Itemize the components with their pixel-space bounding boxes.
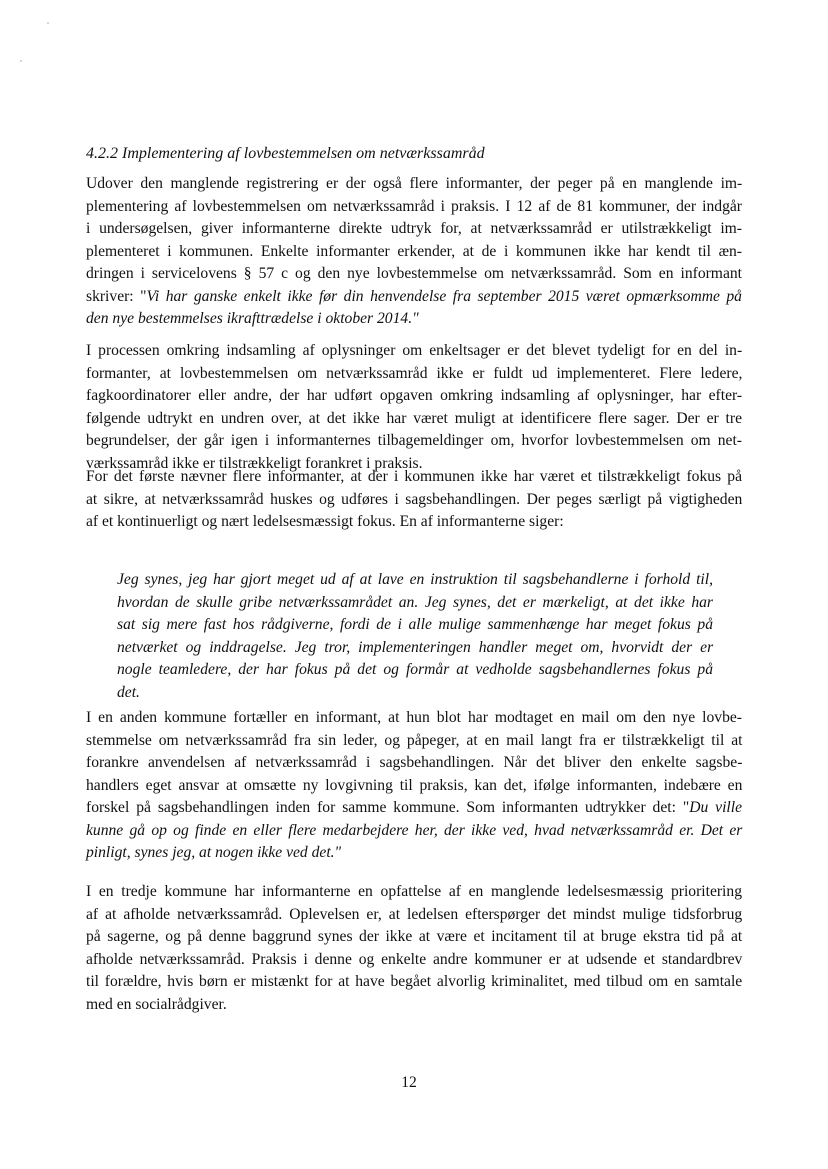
scan-speck [20, 60, 22, 62]
text-segment: plementering af lovbestemmelsen om netværkssamråd i praksis. I 12 af de 81 kommuner, der indgår [86, 197, 742, 215]
text-segment: fagkoordinatorer eller andre, der har udført opgaven omkring indsamling af oplysninger, har efter- [86, 387, 743, 404]
text-segment: forskel på sagsbehandlingen inden for samme kommune. Som informanten udtrykker det: " [86, 799, 690, 816]
text-line [117, 614, 713, 637]
paragraph [86, 707, 742, 865]
text-line [86, 971, 742, 994]
text-segment: Jeg synes, jeg har gjort meget ud af at lave en instruktion til sagsbehandlerne i forhold til, [117, 571, 713, 588]
text-segment: at sikre, at netværkssamråd huskes og udføres i sagsbehandlingen. Der peges særligt på vigtigheden [86, 490, 743, 508]
text-segment: plementeret i kommunen. Enkelte informanter erkender, at de i kommunen ikke har kendt til æn- [86, 242, 742, 260]
page-number: 12 [401, 1074, 417, 1091]
text-segment: nogle teamledere, der har fokus på det og formår at vedholde sagsbehandlernes fokus på [117, 661, 713, 678]
text-line [86, 408, 742, 431]
italic-quote-text: den nye bestemmelses ikrafttrædelse i oktober 2014." [86, 310, 419, 327]
text-line [86, 775, 742, 798]
text-segment: af at afholde netværkssamråd. Oplevelsen er, at ledelsen efterspørger det mindst mulige tidsforbrug [86, 905, 743, 923]
text-segment: For det første nævner flere informanter, at der i kommunen ikke har været et tilstrækkeligt fokus på [86, 468, 742, 485]
text-line [86, 842, 742, 865]
text-line [86, 308, 742, 331]
text-line [117, 637, 713, 660]
paragraph [86, 173, 742, 331]
text-line [86, 904, 742, 927]
text-line [86, 489, 742, 512]
italic-quote-text: Du ville [689, 799, 743, 816]
text-segment: I processen omkring indsamling af oplysninger om enkeltsager er det blevet tydeligt for en del in- [86, 342, 743, 359]
text-line [86, 241, 742, 264]
text-line [86, 263, 742, 286]
text-line [86, 820, 742, 843]
text-segment: formanter, at lovbestemmelsen om netværkssamråd ikke er fuldt ud implementeret. Flere ledere, [86, 364, 743, 382]
text-segment: afholde netværkssamråd. Praksis i denne og enkelte andre kommuner er at udsende et standardbrev [86, 950, 743, 968]
paragraph [86, 340, 742, 475]
italic-quote-text: kunne gå op og finde en eller flere medarbejdere her, der ikke ved, hvad netværkssamråd er. Det er [86, 821, 743, 839]
text-segment: følgende udtrykt en undren over, at det ikke har været muligt at identificere flere sager. Der er tre [86, 409, 742, 427]
text-segment: I en anden kommune fortæller en informant, at hun blot har modtaget en mail om den nye lovbe- [86, 709, 742, 726]
text-line [117, 682, 713, 705]
text-line [86, 340, 742, 363]
paragraph [86, 881, 742, 1016]
paragraph [86, 466, 742, 534]
scan-speck [47, 22, 49, 24]
text-line [86, 797, 742, 820]
italic-quote-text: Vi har ganske enkelt ikke før din henvendelse fra september 2015 været opmærksomme på [146, 287, 742, 305]
text-line [86, 730, 742, 753]
text-segment: hvordan de skulle gribe netværkssamrådet an. Jeg synes, det er mærkeligt, at det ikke har [117, 593, 713, 611]
text-line [86, 466, 742, 489]
text-line [86, 752, 742, 775]
text-segment: på sagerne, og på denne baggrund synes der ikke at være et incitament til at bruge ekstra tid på at [86, 928, 743, 945]
text-line [86, 173, 742, 196]
text-segment: sat sig mere fast hos rådgiverne, fordi de i alle mulige sammenhænge har meget fokus på [117, 616, 713, 633]
text-line [117, 592, 713, 615]
text-line [86, 707, 742, 730]
text-line [86, 881, 742, 904]
text-line [86, 363, 742, 386]
text-segment: I en tredje kommune har informanterne en opfattelse af en manglende ledelsesmæssig prioritering [86, 883, 742, 900]
text-segment: skriver: " [86, 287, 147, 305]
text-line [86, 949, 742, 972]
text-segment: i undersøgelsen, giver informanterne direkte udtryk for, at netværkssamråd er utilstrækkeligt im- [86, 220, 742, 237]
text-segment: med en socialrådgiver. [86, 995, 227, 1013]
text-segment: begrundelser, der går igen i informanternes tilbagemeldinger om, hvorfor lovbestemmelsen om net- [86, 432, 742, 449]
text-segment: af et kontinuerligt og nært ledelsesmæssigt fokus. En af informanterne siger: [86, 513, 564, 530]
text-segment: værkssamråd ikke er tilstrækkeligt forankret i praksis. [86, 454, 423, 472]
text-line [86, 385, 742, 408]
text-line [86, 511, 742, 534]
text-line [117, 569, 713, 592]
text-segment: forankre anvendelsen af netværkssamråd i sagsbehandlingen. Når det bliver den enkelte sagsbe- [86, 754, 743, 771]
text-segment: dringen i servicelovens § 57 c og den nye lovbestemmelse om netværkssamråd. Som en informant [86, 265, 742, 282]
text-segment: til forældre, hvis børn er mistænkt for at have begået alvorlig kriminalitet, med tilbud om en samtale [86, 973, 743, 990]
text-segment: Udover den manglende registrering er der også flere informanter, der peger på en manglende im- [86, 175, 743, 192]
text-line [86, 218, 742, 241]
text-line [86, 430, 742, 453]
block-quote [117, 569, 713, 704]
text-segment: handlers eget ansvar at omsætte ny lovgivning til praksis, kan det, ifølge informanten, indebære en [86, 776, 743, 794]
text-segment: netværket og inddragelse. Jeg tror, implementeringen handler meget om, hvorvidt der er [117, 638, 714, 656]
text-line [86, 926, 742, 949]
text-segment: stemmelse om netværkssamråd fra sin leder, og påpeger, at en mail langt fra er tilstrækkeligt til at [86, 731, 743, 749]
text-segment: det. [117, 683, 140, 701]
text-line [86, 994, 742, 1017]
section-heading: 4.2.2 Implementering af lovbestemmelsen om netværkssamråd [86, 145, 485, 162]
text-line [117, 659, 713, 682]
italic-quote-text: pinligt, synes jeg, at nogen ikke ved det." [86, 844, 342, 861]
text-line [86, 196, 742, 219]
text-line [86, 286, 742, 309]
